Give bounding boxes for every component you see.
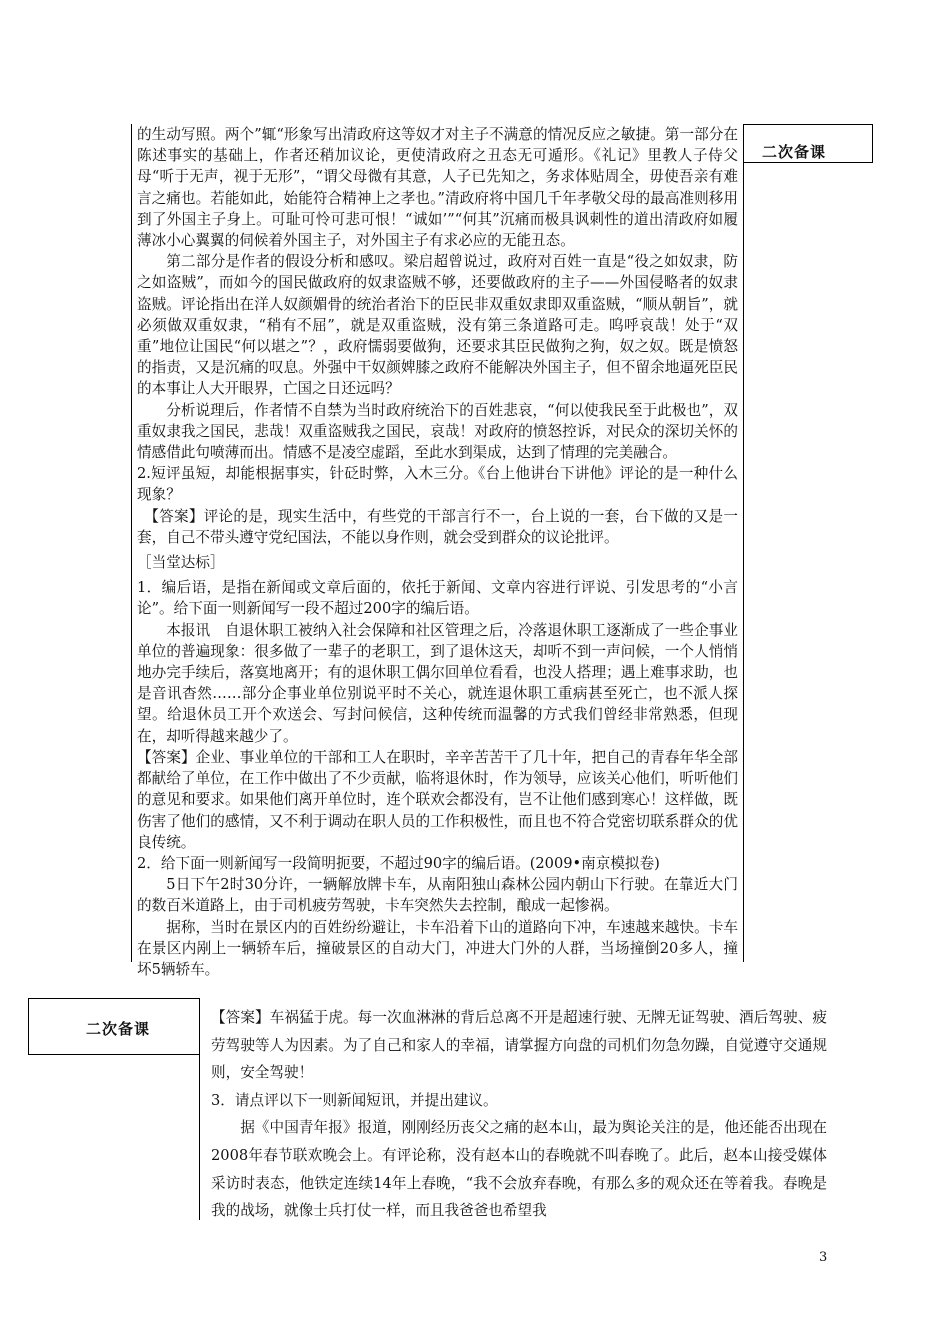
question: 2．给下面一则新闻写一段简明扼要，不超过90字的编后语。(2009•南京模拟卷) <box>137 854 660 872</box>
answer: 【答案】评论的是，现实生活中，有些党的干部言行不一，台上说的一套，台下做的又是一套，自己不带头遵守党纪国法，不能以身作则，就会受到群众的议论批评。 <box>137 507 738 546</box>
lower-text <box>211 1004 827 1225</box>
question: 2.短评虽短，却能根据事实，针砭时弊，入木三分。《台上他讲台下讲他》评论的是一种什么现象？ <box>137 465 738 504</box>
news-text: 本报讯 自退休职工被纳入社会保障和社区管理之后，冷落退休职工逐渐成了一些企事业单位的普遍现象：很多做了一辈子的老职工，到了退休这天，却听不到一声问候，一个人悄悄地办完手续后，落寞地离开；有的退休职工偶尔回单位看看，也没人搭理；遇上难事求助，也是音讯杳然……部分企事业单位别说平时不关心，就连退休职工重病甚至死亡，也不派人探望。给退休员工开个欢送会、写封问候信，这种传统而温馨的方式我们曾经非常熟悉，但现在，却听得越来越少了。 <box>137 621 738 745</box>
upper-side-label: 二次备课 <box>762 143 827 161</box>
section-heading: ［当堂达标］ <box>137 554 225 572</box>
upper-left-rule <box>131 124 132 962</box>
news-text: 5日下午2时30分许，一辆解放牌卡车，从南阳独山森林公园内朝山下行驶。在靠近大门的数百米道路上，由于司机疲劳驾驶，卡车突然失去控制，酿成一起惨祸。 <box>137 876 738 915</box>
question: 3．请点评以下一则新闻短讯，并提出建议。 <box>211 1091 498 1109</box>
lower-divider-rule <box>199 998 200 1220</box>
news-text: 据《中国青年报》报道，刚刚经历丧父之痛的赵本山，最为舆论关注的是，他还能否出现在2008年春节联欢晚会上。有评论称，没有赵本山的春晚就不叫春晚了。此后，赵本山接受媒体采访时表态，他铁定连续14年上春晚，“我不会放弃春晚，有那么多的观众还在等着我。春晚是我的战场，就像士兵打仗一样，而且我爸爸也希望我 <box>211 1119 827 1220</box>
upper-text <box>137 124 738 980</box>
paragraph: 的生动写照。两个”辄“形象写出清政府这等奴才对主子不满意的情况反应之敏捷。第一部分在陈述事实的基础上，作者还稍加议论，更使清政府之丑态无可遁形。《礼记》里教人子侍父母“听于无声，视于无形”，“谓父母微有其意，人子已先知之，务求体贴周全，毋使吾亲有难言之痛也。若能如此，始能符合精神上之孝也。”清政府将中国几千年孝敬父母的最高准则移用到了外国主子身上。可耻可怜可悲可恨！“诚如’”“何其”沉痛而极具讽刺性的道出清政府如履薄冰小心翼翼的伺候着外国主子，对外国主子有求必应的无能丑态。 <box>137 126 738 250</box>
answer: 【答案】企业、事业单位的干部和工人在职时，辛辛苦苦干了几十年，把自己的青春年华全部都献给了单位，在工作中做出了不少贡献，临将退休时，作为领导，应该关心他们，听听他们的意见和要求。如果他们离开单位时，连个联欢会都没有，岂不让他们感到寒心！这样做，既伤害了他们的感情，又不利于调动在职人员的工作积极性，而且也不符合党密切联系群众的优良传统。 <box>137 748 738 851</box>
question: 1．编后语，是指在新闻或文章后面的，依托于新闻、文章内容进行评说、引发思考的“小言论”。给下面一则新闻写一段不超过200字的编后语。 <box>137 579 738 618</box>
answer: 【答案】车祸猛于虎。每一次血淋淋的背后总离不开是超速行驶、无牌无证驾驶、酒后驾驶、疲劳驾驶等人为因素。为了自己和家人的幸福，请掌握方向盘的司机们勿急勿躁，自觉遵守交通规则，安全驾驶！ <box>211 1009 827 1082</box>
upper-divider-rule <box>743 124 744 962</box>
page-number: 3 <box>819 1250 828 1265</box>
news-text: 据称，当时在景区内的百姓纷纷避让，卡车沿着下山的道路向下冲，车速越来越快。卡车在景区内剐上一辆轿车后，撞破景区的自动大门，冲进大门外的人群，当场撞倒20多人，撞坏5辆轿车。 <box>137 918 738 978</box>
lower-side-label: 二次备课 <box>86 1020 151 1038</box>
paragraph: 分析说理后，作者情不自禁为当时政府统治下的百姓悲哀，“何以使我民至于此极也”，双重奴隶我之国民，悲哉！双重盗贼我之国民，哀哉！对政府的愤怒控诉，对民众的深切关怀的情感借此句喷薄而出。情感不是凌空虚蹈，至此水到渠成，达到了情理的完美融合。 <box>137 401 738 462</box>
paragraph: 第二部分是作者的假设分析和感叹。梁启超曾说过，政府对百姓一直是“役之如奴隶，防之如盗贼”，而如今的国民做政府的奴隶盗贼不够，还要做政府的主子——外国侵略者的奴隶盗贼。评论指出在洋人奴颜媚骨的统治者治下的臣民非双重奴隶即双重盗贼，“顺从朝旨”，就必须做双重奴隶，“稍有不屈”，就是双重盗贼，没有第三条道路可走。呜呼哀哉！处于“双重”地位让国民“何以堪之”？，政府懦弱要做狗，还要求其臣民做狗之狗，奴之奴。既是愤怒的指责，又是沉痛的叹息。外强中干奴颜婢膝之政府不能解决外国主子，但不留余地逼死臣民的本事让人大开眼界，亡国之日还远吗？ <box>137 253 738 398</box>
